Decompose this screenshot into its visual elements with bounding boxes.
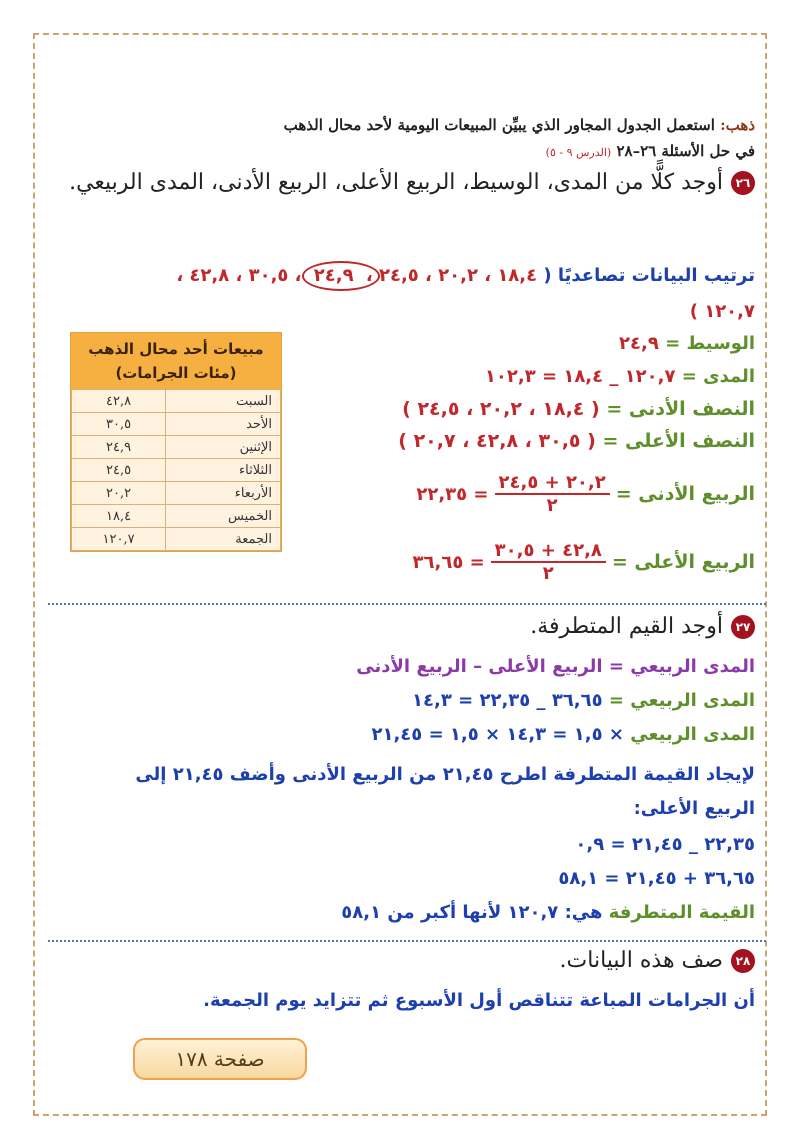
sales-table-header xyxy=(71,333,281,389)
mult-label: المدى الربيعي xyxy=(630,724,755,745)
sales-table-grid xyxy=(71,389,281,551)
lower-quartile-line xyxy=(305,472,755,516)
question-prompt: صف هذه البيانات. xyxy=(559,948,723,973)
iqr-formula-line xyxy=(55,656,755,677)
q1-numerator: ٢٠,٢ + ٢٤,٥ xyxy=(495,472,610,495)
question-27 xyxy=(35,614,755,639)
day-cell: السبت xyxy=(166,390,281,413)
upper-half-label: النصف الأعلى = xyxy=(602,430,755,452)
question-prompt: أوجد القيم المتطرفة. xyxy=(530,614,723,639)
page-number-label: صفحة ١٧٨ xyxy=(175,1047,265,1071)
day-cell: الأحد xyxy=(166,413,281,436)
sales-value-cell: ٢٤,٩ xyxy=(72,436,166,459)
sales-value-cell: ٢٠,٢ xyxy=(72,482,166,505)
sales-value-cell: ٤٢,٨ xyxy=(72,390,166,413)
upper-half-value: ( ٣٠,٥ ، ٤٢,٨ ، ٢٠,٧ ) xyxy=(398,430,596,452)
question-28 xyxy=(35,948,755,973)
lesson-reference: (الدرس ٩ - ٥) xyxy=(545,146,612,159)
sales-table-title: مبيعات أحد محال الذهب xyxy=(88,340,264,358)
outlier-text: هي: ١٢٠,٧ لأنها أكبر من ٥٨,١ xyxy=(341,902,603,923)
median-value: ٢٤,٩ xyxy=(619,333,659,354)
table-row xyxy=(72,413,281,436)
section-divider xyxy=(48,603,766,605)
q3-denominator: ٢ xyxy=(542,563,554,584)
q3-label: الربيع الأعلى = xyxy=(611,551,755,573)
answer-text: أن الجرامات المباعة تتناقص أول الأسبوع ثم تتزايد يوم الجمعة. xyxy=(203,990,755,1011)
q1-denominator: ٢ xyxy=(546,495,558,516)
section-divider xyxy=(48,940,766,942)
q3-fraction xyxy=(491,540,606,584)
upper-fence-calc xyxy=(355,868,755,889)
day-cell: الجمعة xyxy=(166,528,281,551)
median-highlight xyxy=(308,258,360,294)
question-number-badge: ٢٧ xyxy=(731,615,755,639)
outlier-result xyxy=(55,902,755,923)
median-label: الوسيط = xyxy=(665,333,755,354)
sales-value-cell: ٣٠,٥ xyxy=(72,413,166,436)
q3-numerator: ٤٢,٨ + ٣٠,٥ xyxy=(491,540,606,563)
day-cell: الثلاثاء xyxy=(166,459,281,482)
mult-calc: × ١,٥ = ١٤,٣ × ١,٥ = ٢١,٤٥ xyxy=(371,724,624,745)
question-26 xyxy=(35,170,755,195)
sort-values-c: ١٢٠,٧ ) xyxy=(689,301,755,322)
lower-half-line xyxy=(305,398,755,420)
page-number-box xyxy=(133,1038,307,1080)
sales-value-cell: ٢٤,٥ xyxy=(72,459,166,482)
q1-result: = ٢٢,٣٥ xyxy=(416,483,489,505)
sales-table-unit: (مئات الجرامات) xyxy=(115,364,237,382)
sort-label: ترتيب البيانات تصاعديًا ( xyxy=(543,265,755,286)
iqr-calc: ٣٦,٦٥ _ ٢٢,٣٥ = ١٤,٣ xyxy=(412,690,603,711)
table-row xyxy=(72,505,281,528)
median-line xyxy=(335,333,755,354)
range-expr: ١٢٠,٧ _ ١٨,٤ = ١٠٢,٣ xyxy=(484,366,676,387)
intro-line1: استعمل الجدول المجاور الذي يبيِّن المبيعات اليومية لأحد محال الذهب xyxy=(283,116,715,134)
question-number-badge: ٢٨ xyxy=(731,949,755,973)
question-prompt: أوجد كلًّا من المدى، الوسيط، الربيع الأعلى، الربيع الأدنى، المدى الربيعي. xyxy=(69,170,723,195)
sort-values-a: ١٨,٤ ، ٢٠,٢ ، ٢٤,٥ ، xyxy=(365,265,538,286)
intro-text xyxy=(35,112,755,166)
question-number-badge: ٢٦ xyxy=(731,171,755,195)
calc-lower: ٢٢,٣٥ _ ٢١,٤٥ = ٠,٩ xyxy=(575,834,755,855)
lower-fence-calc xyxy=(355,834,755,855)
sorted-data xyxy=(55,258,755,330)
table-row xyxy=(72,436,281,459)
iqr-calc-line xyxy=(55,690,755,711)
table-row xyxy=(72,528,281,551)
calc-upper: ٣٦,٦٥ + ٢١,٤٥ = ٥٨,١ xyxy=(558,868,755,889)
table-row xyxy=(72,390,281,413)
instruction-line1: لإيجاد القيمة المتطرفة اطرح ٢١,٤٥ من الربيع الأدنى وأضف ٢١,٤٥ إلى xyxy=(135,764,755,785)
day-cell: الأربعاء xyxy=(166,482,281,505)
instruction-line2: الربيع الأعلى: xyxy=(633,798,755,819)
range-line xyxy=(335,366,755,387)
sort-values-b: ، ٣٠,٥ ، ٤٢,٨ ، xyxy=(176,265,302,286)
q3-result: = ٣٦,٦٥ xyxy=(412,551,485,573)
iqr-formula: الربيع الأعلى – الربيع الأدنى xyxy=(356,656,603,677)
sales-table xyxy=(70,332,282,552)
sales-value-cell: ١٨,٤ xyxy=(72,505,166,528)
iqr-label-2: المدى الربيعي = xyxy=(608,690,755,711)
highlight-ellipse xyxy=(302,261,380,291)
sales-value-cell: ١٢٠,٧ xyxy=(72,528,166,551)
day-cell: الإثنين xyxy=(166,436,281,459)
upper-quartile-line xyxy=(305,540,755,584)
upper-half-line xyxy=(305,430,755,452)
q1-label: الربيع الأدنى = xyxy=(615,483,755,505)
table-row xyxy=(72,482,281,505)
outlier-instruction xyxy=(55,758,755,826)
q28-answer xyxy=(35,990,755,1011)
range-label: المدى = xyxy=(681,366,755,387)
iqr-label: المدى الربيعي = xyxy=(608,656,755,677)
table-row xyxy=(72,459,281,482)
day-cell: الخميس xyxy=(166,505,281,528)
lower-half-value: ( ١٨,٤ ، ٢٠,٢ ، ٢٤,٥ ) xyxy=(402,398,600,420)
intro-line2: في حل الأسئلة ٢٦–٢٨ xyxy=(616,142,755,160)
lower-half-label: النصف الأدنى = xyxy=(606,398,755,420)
median-highlight-value: ٢٤,٩ xyxy=(313,265,354,286)
q1-fraction xyxy=(495,472,610,516)
intro-keyword: ذهب: xyxy=(720,116,755,134)
outlier-label: القيمة المتطرفة xyxy=(608,902,755,923)
iqr-multiply-line xyxy=(55,724,755,745)
